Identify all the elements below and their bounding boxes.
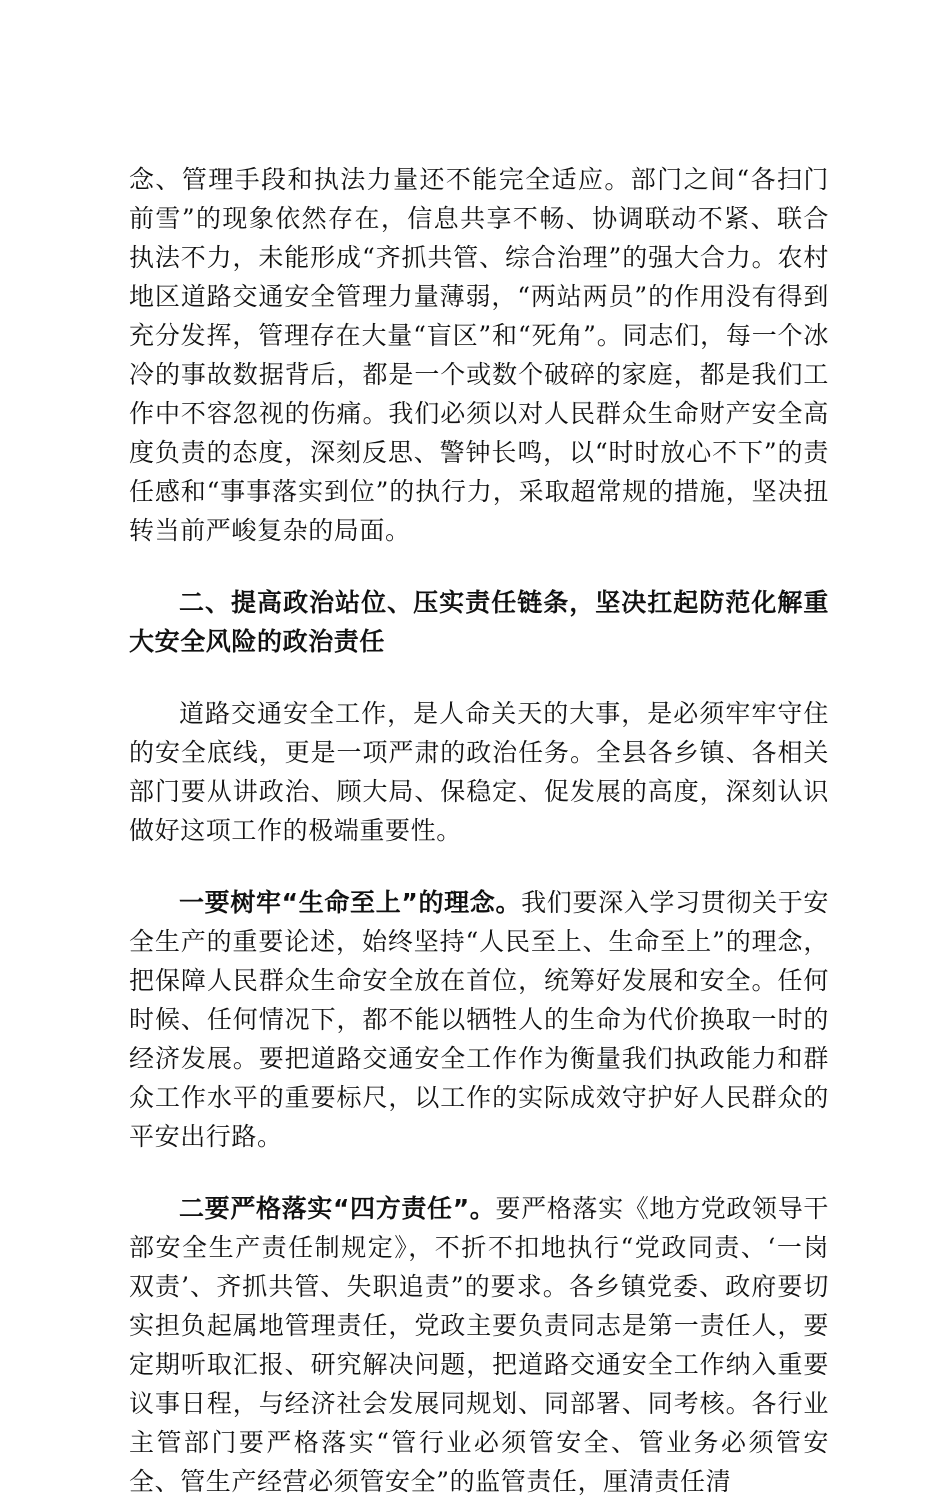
point-1-body: 我们要深入学习贯彻关于安全生产的重要论述，始终坚持“人民至上、生命至上”的理念，把保障人民群众生命安全放在首位，统筹好发展和安全。任何时候、任何情况下，都不能以牺牲人的生命为代价换取一时的经济发展。要把道路交通安全工作作为衡量我们执政能力和群众工作水平的重要标尺，以工作的实际成效守护好人民群众的平安出行路。 (129, 888, 829, 1151)
paragraph-point-2 (129, 1189, 829, 1501)
section-heading: 二、提高政治站位、压实责任链条，坚决扛起防范化解重大安全风险的政治责任 (129, 588, 829, 656)
point-1-lead: 一要树牢“生命至上”的理念。 (179, 888, 522, 917)
paragraph-intro: 道路交通安全工作，是人命关天的大事，是必须牢牢守住的安全底线，更是一项严肃的政治任务。全县各乡镇、各相关部门要从讲政治、顾大局、保稳定、促发展的高度，深刻认识做好这项工作的极端重要性。 (129, 699, 829, 845)
point-2-body: 要严格落实《地方党政领导干部安全生产责任制规定》，不折不扣地执行“党政同责、‘一岗双责’、齐抓共管、失职追责”的要求。各乡镇党委、政府要切实担负起属地管理责任，党政主要负责同志是第一责任人，要定期听取汇报、研究解决问题，把道路交通安全工作纳入重要议事日程，与经济社会发展同规划、同部署、同考核。各行业主管部门要严格落实“管行业必须管安全、管业务必须管安全、管生产经营必须管安全”的监管责任，厘清责任清 (129, 1194, 829, 1496)
document-page (129, 160, 829, 1501)
point-2-lead: 二要严格落实“四方责任”。 (179, 1194, 496, 1223)
paragraph-continuation: 念、管理手段和执法力量还不能完全适应。部门之间“各扫门前雪”的现象依然存在，信息共享不畅、协调联动不紧、联合执法不力，未能形成“齐抓共管、综合治理”的强大合力。农村地区道路交通安全管理力量薄弱，“两站两员”的作用没有得到充分发挥，管理存在大量“盲区”和“死角”。同志们，每一个冰冷的事故数据背后，都是一个或数个破碎的家庭，都是我们工作中不容忽视的伤痛。我们必须以对人民群众生命财产安全高度负责的态度，深刻反思、警钟长鸣，以“时时放心不下”的责任感和“事事落实到位”的执行力，采取超常规的措施，坚决扭转当前严峻复杂的局面。 (129, 165, 829, 545)
paragraph-point-1 (129, 883, 829, 1156)
